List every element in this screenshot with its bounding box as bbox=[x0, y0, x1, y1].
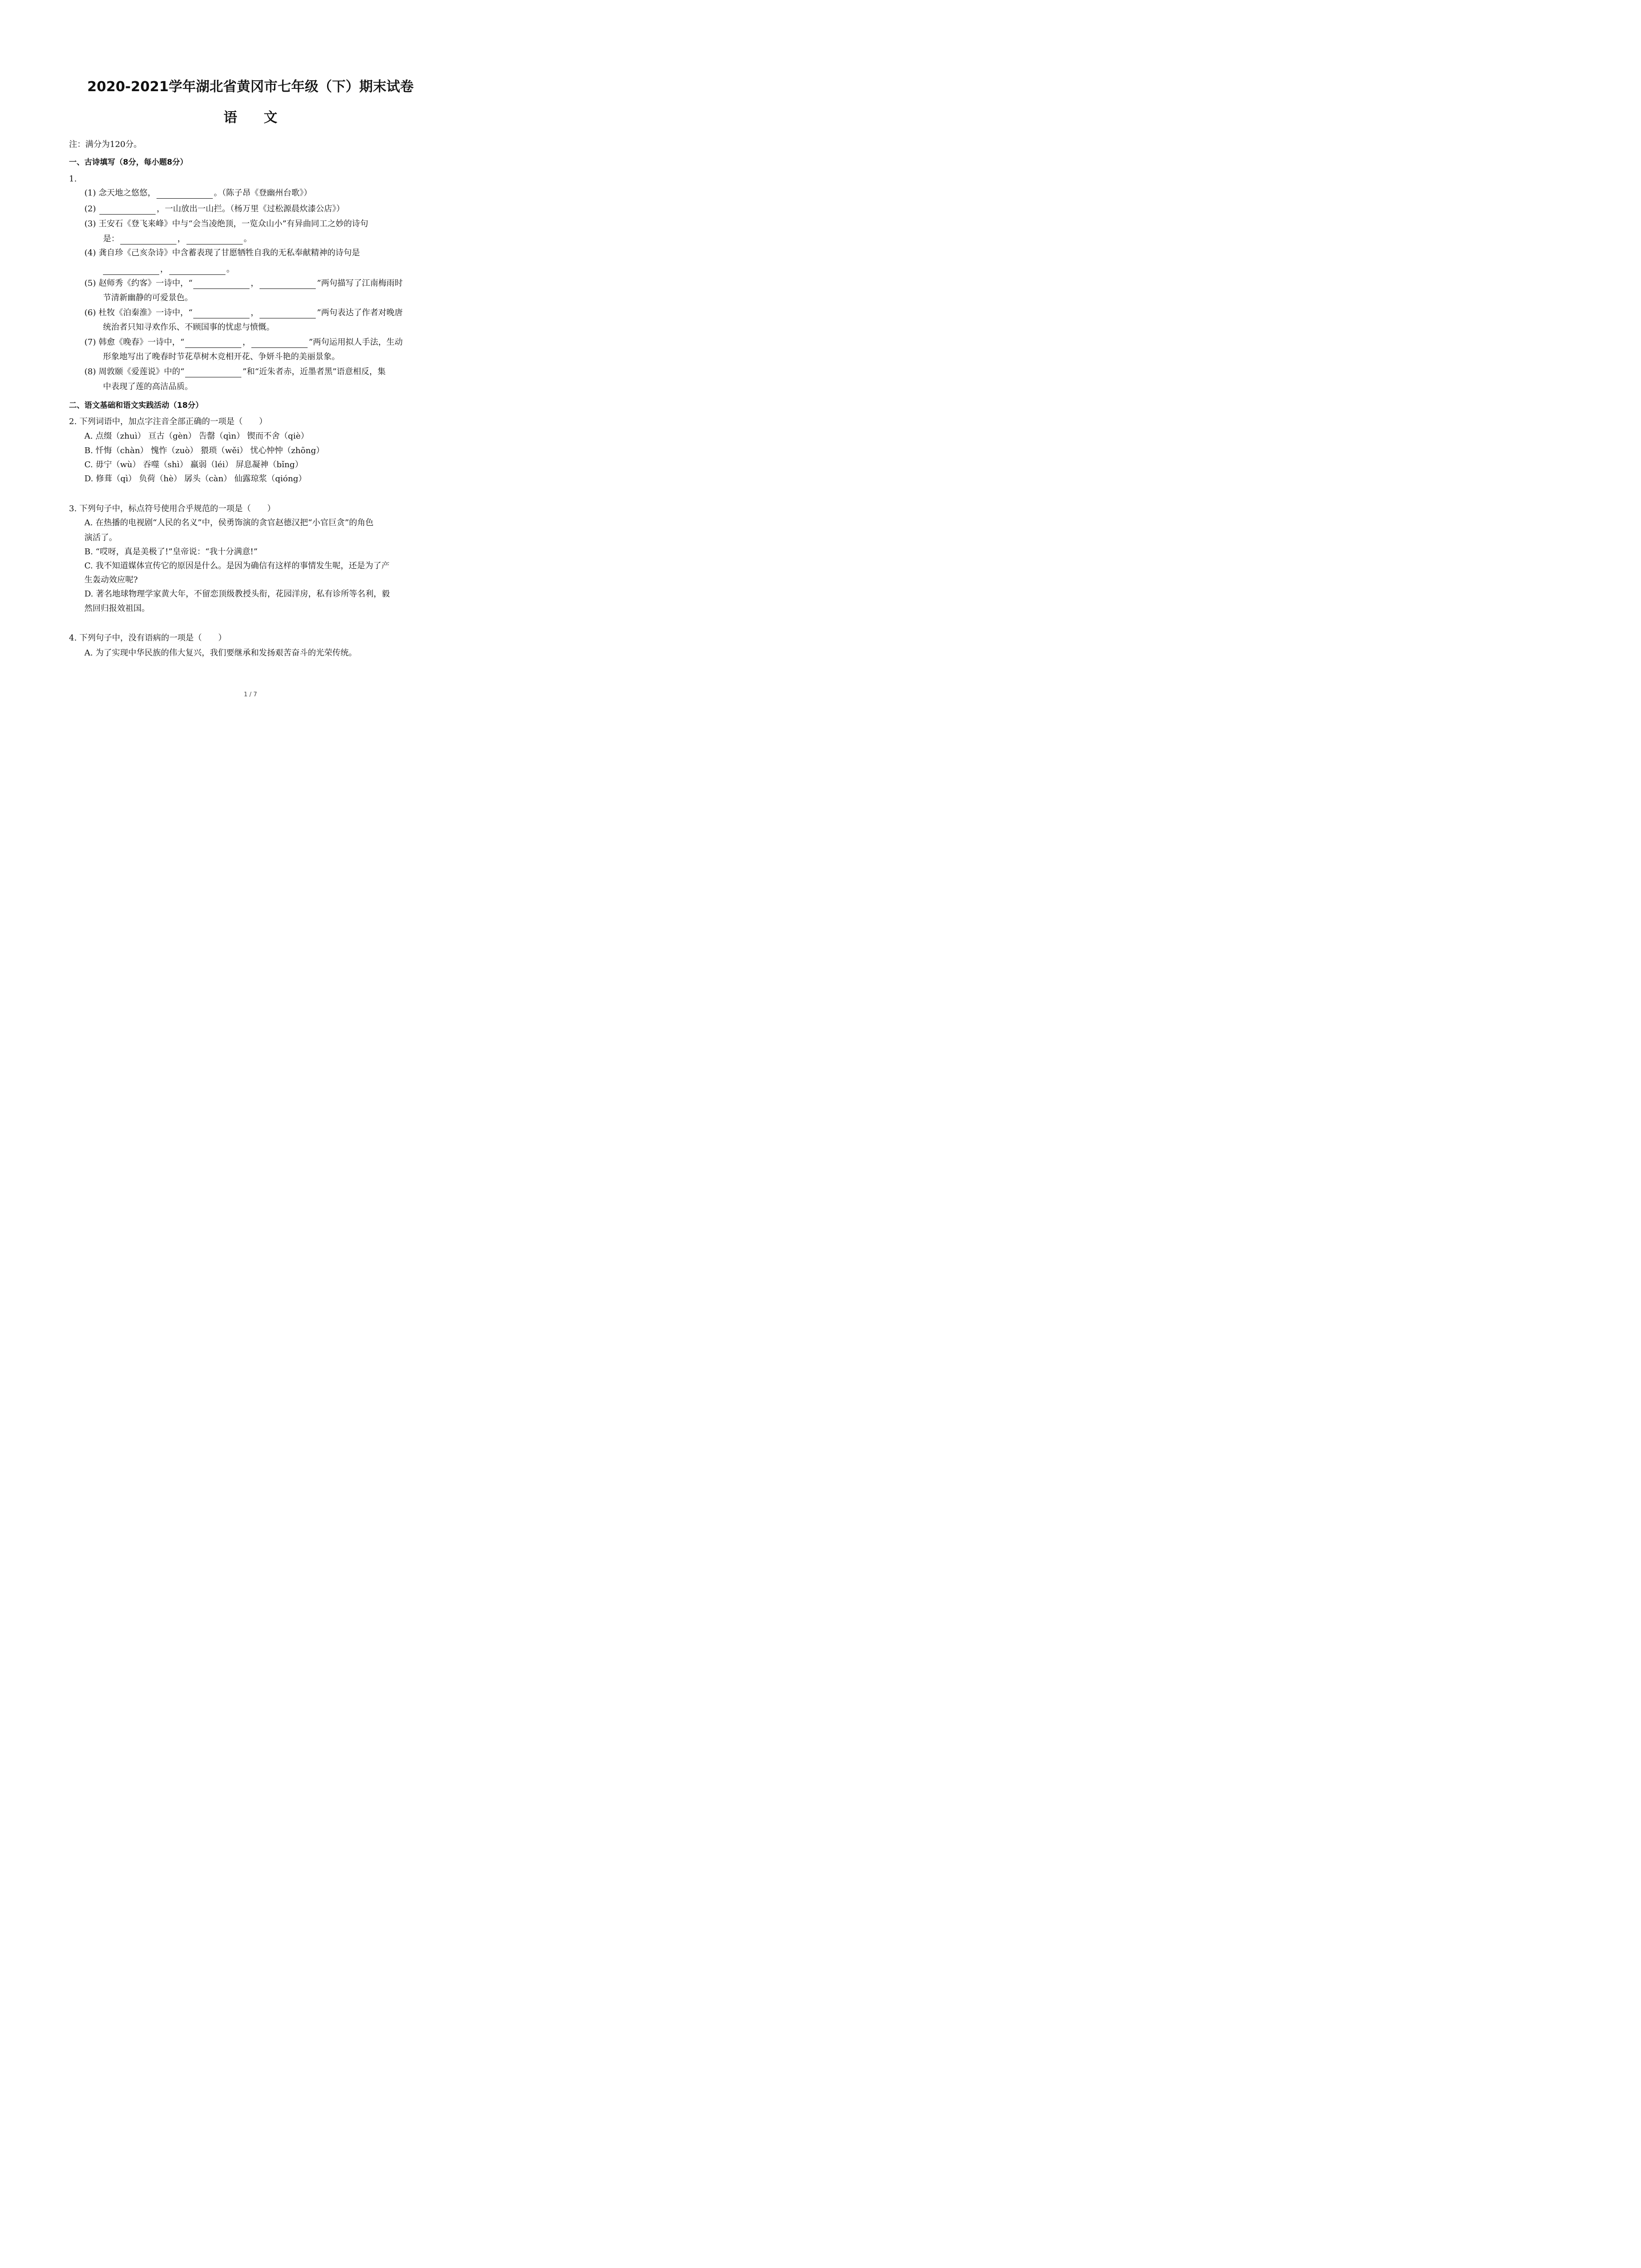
item-text: 韩愈《晚春》一诗中，“ bbox=[98, 337, 185, 347]
section-2-heading: 二、语文基础和语文实践活动（18分） bbox=[69, 401, 203, 410]
q1-item-3 bbox=[84, 219, 368, 230]
item-text: 杜牧《泊秦淮》一诗中，“ bbox=[98, 308, 193, 318]
question-2-option-a[interactable]: A. 点缀（zhuì） 亘古（gèn） 告罄（qìn） 锲而不舍（qiè） bbox=[84, 431, 309, 441]
question-3-option-c-cont: 生轰动效应呢? bbox=[84, 575, 138, 585]
q1-item-7 bbox=[84, 337, 403, 348]
q1-item-6 bbox=[84, 308, 403, 318]
exam-title: 2020-2021学年湖北省黄冈市七年级（下）期末试卷 bbox=[87, 79, 414, 95]
question-2-option-d[interactable]: D. 修葺（qì） 负荷（hè） 孱头（càn） 仙露琼浆（qióng） bbox=[84, 474, 307, 484]
question-3-option-b[interactable]: B. “哎呀，真是美极了!”皇帝说：“我十分满意!” bbox=[84, 547, 258, 557]
item-text: ”和“近朱者赤，近墨者黑”语意相反，集 bbox=[242, 367, 386, 376]
subject-title: 语 文 bbox=[223, 110, 289, 126]
item-text: ，一山放出一山拦。（杨万里《过松源晨炊漆公店》） bbox=[157, 204, 345, 214]
item-text: ， bbox=[250, 279, 259, 288]
item-text: ”两句运用拟人手法，生动 bbox=[309, 337, 403, 347]
answer-blank[interactable] bbox=[103, 265, 159, 275]
item-text: 。 bbox=[226, 264, 235, 274]
item-text: ”两句表达了作者对晚唐 bbox=[317, 308, 403, 318]
item-number: (3) bbox=[84, 219, 96, 229]
item-text: 。 bbox=[244, 234, 252, 244]
q1-item-6-line2: 统治者只知寻欢作乐、不顾国事的忧虑与愤慨。 bbox=[103, 323, 274, 332]
item-text: 王安石《登飞来峰》中与“会当凌绝顶，一览众山小”有异曲同工之妙的诗句 bbox=[98, 219, 368, 229]
question-3-option-d-cont: 然回归报效祖国。 bbox=[84, 604, 150, 613]
q1-item-5 bbox=[84, 278, 403, 289]
answer-blank[interactable] bbox=[185, 368, 241, 377]
item-number: (6) bbox=[84, 308, 96, 318]
item-text: ， bbox=[177, 234, 186, 244]
item-number: (7) bbox=[84, 337, 96, 347]
item-text: 周敦颐《爱莲说》中的“ bbox=[98, 367, 185, 376]
answer-blank[interactable] bbox=[260, 279, 316, 289]
q1-item-7-line2: 形象地写出了晚春时节花草树木竞相开花、争妍斗艳的美丽景象。 bbox=[103, 352, 340, 362]
score-note: 注：满分为120分。 bbox=[69, 140, 142, 149]
page-number: 1 / 7 bbox=[244, 691, 257, 698]
section-1-heading: 一、古诗填写（8分，每小题8分） bbox=[69, 158, 188, 167]
answer-blank[interactable] bbox=[99, 205, 156, 215]
item-number: (8) bbox=[84, 367, 96, 376]
question-4-option-a[interactable]: A. 为了实现中华民族的伟大复兴，我们要继承和发扬艰苦奋斗的光荣传统。 bbox=[84, 648, 357, 658]
q1-item-8 bbox=[84, 367, 386, 377]
question-3-option-c[interactable]: C. 我不知道媒体宣传它的原因是什么。是因为确信有这样的事情发生呢，还是为了产 bbox=[84, 561, 390, 571]
question-3-option-d[interactable]: D. 著名地球物理学家黄大年，不留恋顶级教授头衔，花园洋房，私有诊所等名利，毅 bbox=[84, 589, 390, 599]
answer-blank[interactable] bbox=[120, 235, 176, 244]
question-2-stem: 2. 下列词语中，加点字注音全部正确的一项是（ ） bbox=[69, 417, 267, 426]
q1-item-8-line2: 中表现了莲的高洁品质。 bbox=[103, 382, 193, 391]
answer-blank[interactable] bbox=[186, 235, 243, 244]
answer-blank[interactable] bbox=[169, 265, 225, 275]
answer-blank[interactable] bbox=[185, 338, 241, 348]
item-text: ， bbox=[250, 308, 259, 318]
item-number: (1) bbox=[84, 188, 96, 198]
item-text: 是： bbox=[103, 234, 119, 244]
answer-blank[interactable] bbox=[260, 309, 316, 318]
item-text: ， bbox=[242, 337, 251, 347]
question-3-option-a[interactable]: A. 在热播的电视剧“人民的名义”中，侯勇饰演的贪官赵德汉把“小官巨贪”的角色 bbox=[84, 518, 374, 528]
q1-item-3-line2 bbox=[103, 234, 252, 244]
q1-item-2 bbox=[84, 204, 344, 215]
q1-item-4 bbox=[84, 248, 360, 259]
item-number: (4) bbox=[84, 248, 96, 258]
question-4-stem: 4. 下列句子中，没有语病的一项是（ ） bbox=[69, 633, 226, 643]
question-3-option-a-cont: 演活了。 bbox=[84, 533, 117, 543]
item-text: ， bbox=[160, 264, 168, 274]
answer-blank[interactable] bbox=[193, 279, 250, 289]
answer-blank[interactable] bbox=[193, 309, 250, 318]
answer-blank[interactable] bbox=[251, 338, 308, 348]
item-text: 念天地之悠悠， bbox=[98, 188, 156, 198]
question-1-label: 1. bbox=[69, 174, 77, 184]
q1-item-4-line2 bbox=[102, 264, 235, 275]
question-2-option-b[interactable]: B. 忏悔（chàn） 愧怍（zuò） 猥琐（wěi） 忧心忡忡（zhōng） bbox=[84, 446, 324, 455]
item-number: (5) bbox=[84, 279, 96, 288]
item-text: ”两句描写了江南梅雨时 bbox=[317, 279, 403, 288]
item-text: 。（陈子昂《登幽州台歌》） bbox=[214, 188, 312, 198]
item-text: 赵师秀《约客》一诗中，“ bbox=[98, 279, 193, 288]
q1-item-1 bbox=[84, 188, 312, 199]
answer-blank[interactable] bbox=[157, 189, 213, 199]
q1-item-5-line2: 节清新幽静的可爱景色。 bbox=[103, 293, 193, 303]
question-3-stem: 3. 下列句子中，标点符号使用合乎规范的一项是（ ） bbox=[69, 504, 275, 513]
item-text: 龚自珍《己亥杂诗》中含蓄表现了甘愿牺牲自我的无私奉献精神的诗句是 bbox=[98, 248, 360, 258]
item-number: (2) bbox=[84, 204, 96, 214]
question-2-option-c[interactable]: C. 毋宁（wù） 吞噬（shì） 羸弱（léi） 屏息凝神（bǐng） bbox=[84, 460, 303, 469]
